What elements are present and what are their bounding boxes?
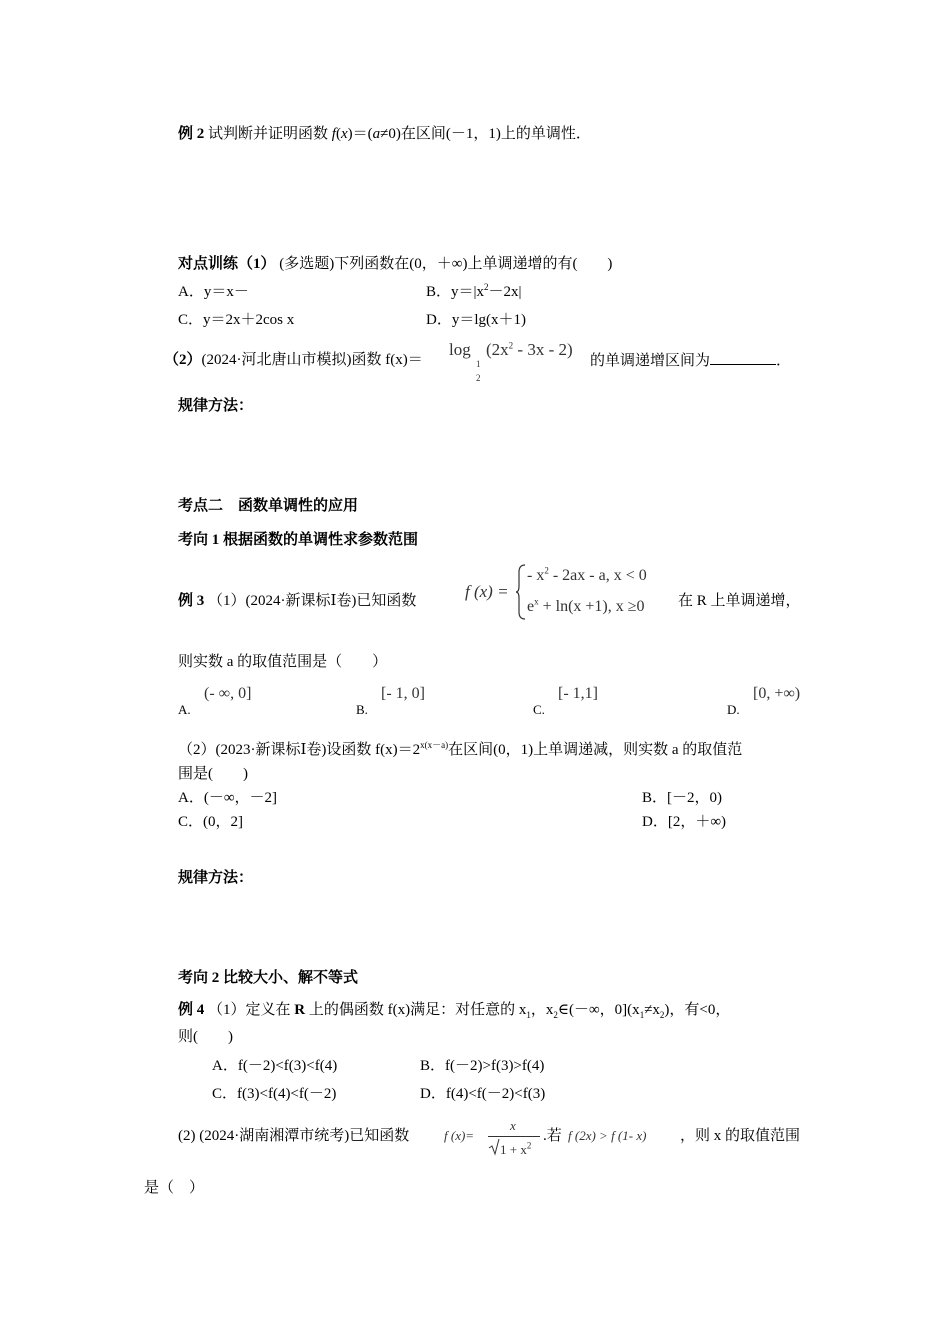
- drill-q1-text: (多选题)下列函数在(0，＋∞)上单调递增的有( ): [279, 256, 613, 272]
- eq-sign: )＝(: [347, 126, 373, 142]
- ex4-q2-post: ，则 x 的取值范围: [680, 1128, 801, 1144]
- example-2-text: 试判断并证明函数: [208, 126, 332, 142]
- ex3-q2-option-b: B．[－2，0): [642, 790, 722, 806]
- drill-option-b-pre: B．y＝|x: [426, 284, 485, 300]
- example-3-label: 例 3: [178, 593, 205, 609]
- ex4-q1-comma: ，x: [530, 1002, 554, 1018]
- ex3-q2-option-c: C．(0，2]: [178, 814, 243, 830]
- drill-q2-post: 的单调递增区间为: [590, 353, 711, 369]
- ex4-option-d: D．f(4)<f(－2)<f(3): [420, 1086, 546, 1102]
- sub-1: 1: [526, 1010, 531, 1020]
- ex4-q2-frac-bar: [488, 1136, 540, 1137]
- example-4-line2: 则( ): [178, 1029, 233, 1045]
- ex4-q2-fx: f (x)=: [444, 1128, 475, 1143]
- ex3-q2-option-a: A．(－∞，－2]: [178, 790, 278, 806]
- drill-q2-tail: [590, 350, 791, 371]
- ex4-q1-mid: 上的偶函数 f(x)满足：对任意的 x: [305, 1002, 527, 1018]
- ex3-q2-option-d: D．[2，＋∞): [642, 814, 727, 830]
- ex3-option-b-label: B.: [356, 702, 368, 717]
- piece-1-b: - 2ax - a, x < 0: [548, 567, 647, 584]
- ex4-q2-line2: 是（ ）: [144, 1180, 205, 1196]
- drill-option-b-post: －2x|: [488, 284, 522, 300]
- ex3-method-label: 规律方法：: [178, 870, 254, 886]
- example-3-q2-line2: 围是( ): [178, 766, 248, 782]
- piece-1: - $x^2 - 2ax$ - a, x < 0: [527, 565, 647, 584]
- ex4-q1-end: )，有<0，: [664, 1002, 731, 1018]
- frac-den-text: 1 + x: [500, 1142, 527, 1157]
- drill-method-label: 规律方法：: [178, 398, 254, 414]
- var-a: a: [372, 126, 381, 142]
- key-point-2-title: 考点二 函数单调性的应用: [178, 498, 359, 514]
- ex3-option-a-label: A.: [178, 702, 191, 717]
- drill-q2-end: ．: [776, 353, 792, 369]
- example-4-label: 例 4: [178, 1002, 205, 1018]
- drill-q2-line: [164, 350, 423, 370]
- drill-option-d: D．y＝lg(x＋1): [426, 312, 526, 328]
- ex3-option-a: (- ∞, 0]: [204, 685, 252, 702]
- drill-q2-log-base-num: 1: [476, 359, 481, 369]
- ex4-q2-frac-num: x: [510, 1118, 516, 1133]
- ex4-q2-frac-den: $1 + x^2$: [500, 1140, 532, 1157]
- ex3-option-c: [- 1,1]: [558, 685, 598, 702]
- ex3-option-c-label: C.: [533, 702, 545, 717]
- drill-option-c: C．y＝2x＋2cos x: [178, 312, 295, 328]
- sqrt-sign-icon: [488, 1138, 500, 1156]
- drill-title: 对点训练（1）: [178, 256, 276, 272]
- ex3-option-b: [- 1, 0]: [381, 685, 425, 702]
- example-3-fx: f (x) =: [465, 582, 509, 601]
- sub-2: 2: [553, 1010, 558, 1020]
- piece-1-a: - x: [527, 567, 545, 584]
- example-3-line: [178, 591, 416, 611]
- piecewise-brace: [515, 564, 527, 620]
- answer-blank[interactable]: [710, 350, 776, 365]
- sub-4: 2: [659, 1010, 665, 1020]
- log-symbol: log: [449, 340, 471, 359]
- direction-2-title: 考向 2 比较大小、解不等式: [178, 970, 359, 986]
- example-3-q2-pre: （2）(2023·新课标Ⅰ卷)设函数 f(x)＝2: [178, 742, 421, 758]
- drill-q2-log-expr: [449, 340, 471, 360]
- ex4-option-b: B．f(－2)>f(3)>f(4): [420, 1058, 545, 1074]
- drill-q1-line: [178, 254, 612, 274]
- example-3-q2-line: [178, 740, 742, 760]
- set-R: R: [294, 1002, 306, 1018]
- drill-option-a: A．y＝x－: [178, 284, 249, 300]
- ex4-q2-inequality: f (2x) > f (1- x): [568, 1128, 647, 1143]
- drill-option-b: B．$y=|x^2-2x|$: [426, 282, 522, 300]
- ex3-option-d: [0, +∞): [753, 685, 801, 702]
- piece-2-a: e: [527, 598, 535, 615]
- ex4-q2-pre: (2) (2024·湖南湘潭市统考)已知函数: [178, 1128, 410, 1144]
- ex4-q1-ne: ≠x: [644, 1002, 660, 1018]
- drill-q2-log-base-den: 2: [476, 373, 481, 383]
- log-arg-2: - 3x - 2): [513, 340, 573, 359]
- example-2-label: 例 2: [178, 126, 205, 142]
- exponent: x(x－a): [420, 740, 449, 750]
- ex4-q1-pre: （1）定义在: [208, 1002, 295, 1018]
- ex4-q1-in: ∈(－∞，0](x: [557, 1002, 640, 1018]
- drill-q2-text: (2024·河北唐山市模拟)函数 f(x)＝: [201, 352, 423, 368]
- ex3-option-d-label: D.: [727, 702, 740, 717]
- log-arg-1: (2x: [486, 340, 509, 359]
- example-3-post: 在 R 上单调递增，: [678, 593, 801, 609]
- example-2-condition: ≠0)在区间(－1，1)上的单调性．: [380, 126, 591, 142]
- drill-q2-log-arg: $(2x^2 - 3x - 2)$: [486, 340, 573, 359]
- direction-1-title: 考向 1 根据函数的单调性求参数范围: [178, 532, 419, 548]
- var-x: x: [340, 126, 348, 142]
- ex4-q2-mid: .若: [543, 1128, 562, 1144]
- drill-q2-number: （2）: [164, 352, 202, 368]
- example-3-line2: 则实数 a 的取值范围是（ ）: [178, 654, 388, 670]
- ex4-option-a: A．f(－2)<f(3)<f(4): [212, 1058, 338, 1074]
- piece-2: $e^x + \ln(x +1)$, x ≥0: [527, 596, 645, 615]
- ex4-option-c: C．f(3)<f(4)<f(－2): [212, 1086, 337, 1102]
- fn-f: f: [331, 126, 336, 142]
- sub-3: 1: [639, 1010, 645, 1020]
- example-3-q2-post: 在区间(0，1)上单调递减，则实数 a 的取值范: [448, 742, 743, 758]
- example-4-line: [178, 1000, 730, 1020]
- example-2-line: 例 2 试判断并证明函数 f(x)＝(a≠0)在区间(－1，1)上的单调性．: [178, 126, 591, 142]
- piece-2-b: + ln(x +1), x ≥0: [538, 598, 645, 615]
- example-3-text: （1）(2024·新课标Ⅰ卷)已知函数: [208, 593, 417, 609]
